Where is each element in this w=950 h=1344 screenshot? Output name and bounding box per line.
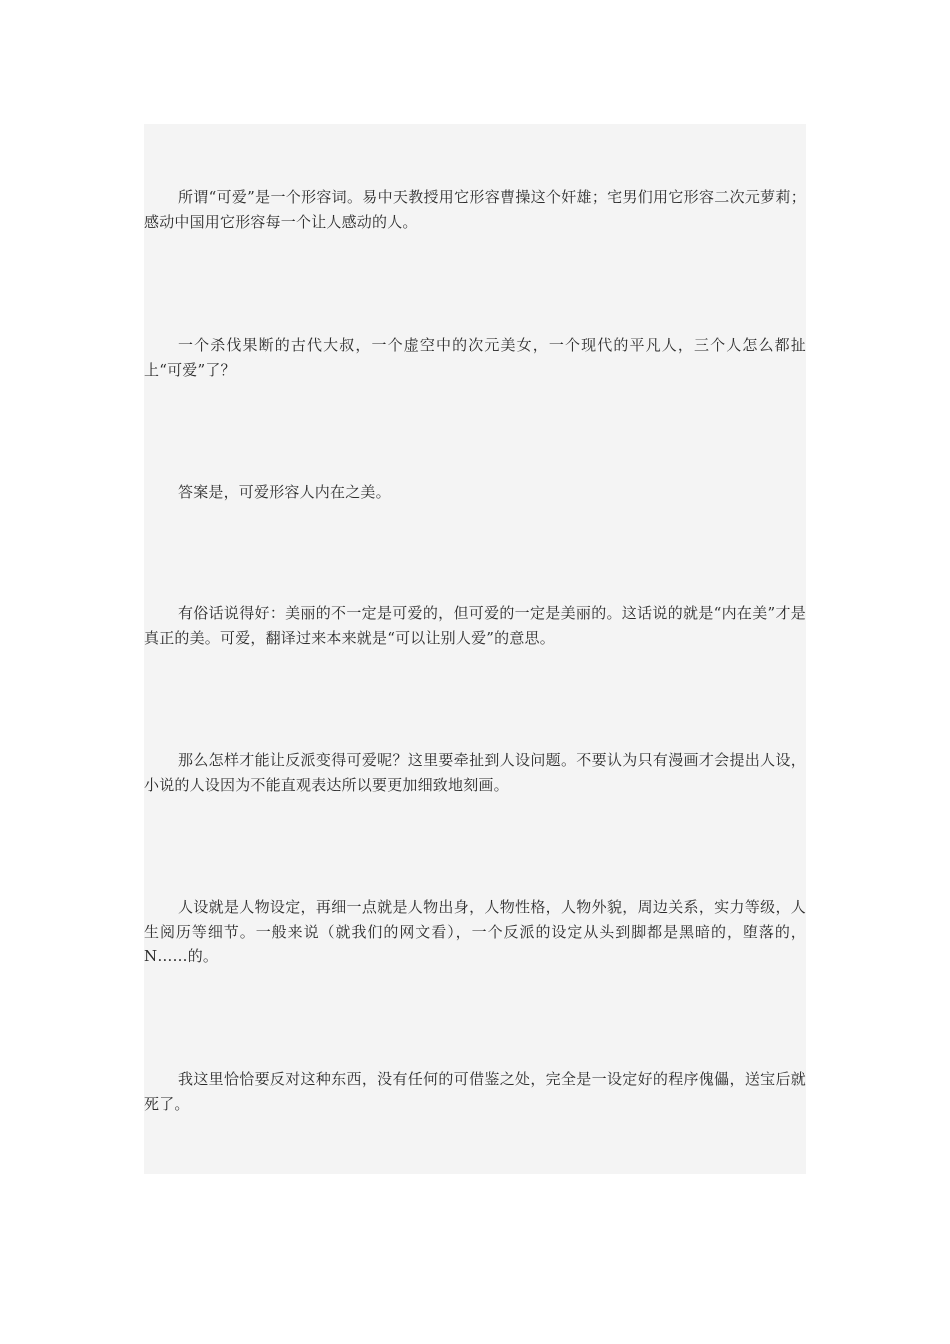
article-content — [144, 124, 806, 1174]
paragraph-2: 一个杀伐果断的古代大叔，一个虚空中的次元美女，一个现代的平凡人，三个人怎么都扯上“可爱”了？ — [144, 336, 806, 379]
paragraph-6: 人设就是人物设定，再细一点就是人物出身，人物性格，人物外貌，周边关系，实力等级，人生阅历等细节。一般来说（就我们的网文看），一个反派的设定从头到脚都是黑暗的，堕落的，N……的。 — [144, 898, 806, 965]
paragraph-3: 答案是，可爱形容人内在之美。 — [178, 483, 391, 501]
paragraph-7: 我这里恰恰要反对这种东西，没有任何的可借鉴之处，完全是一设定好的程序傀儡，送宝后就死了。 — [144, 1070, 806, 1113]
paragraph-1: 所谓“可爱”是一个形容词。易中天教授用它形容曹操这个奸雄；宅男们用它形容二次元萝莉；感动中国用它形容每一个让人感动的人。 — [144, 188, 806, 231]
paragraph-5: 那么怎样才能让反派变得可爱呢？这里要牵扯到人设问题。不要认为只有漫画才会提出人设，小说的人设因为不能直观表达所以要更加细致地刻画。 — [144, 751, 806, 794]
paragraph-4: 有俗话说得好：美丽的不一定是可爱的，但可爱的一定是美丽的。这话说的就是“内在美”才是真正的美。可爱，翻译过来本来就是“可以让别人爱”的意思。 — [144, 604, 806, 647]
